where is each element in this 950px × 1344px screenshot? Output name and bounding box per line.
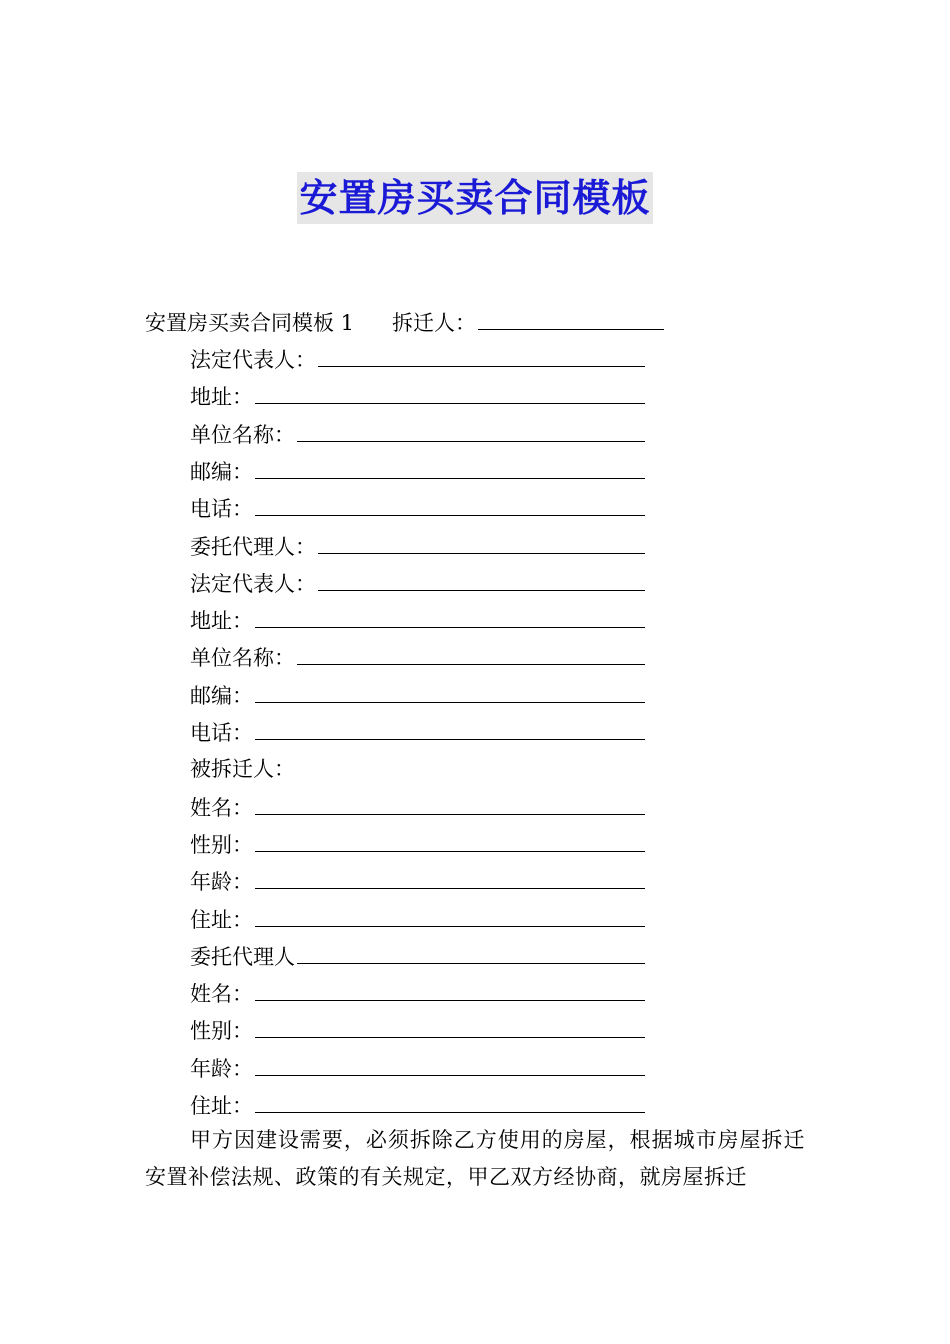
form-field-row — [190, 792, 645, 823]
form-field-row — [190, 1015, 645, 1046]
form-field-row — [190, 754, 295, 784]
form-field-row — [190, 344, 645, 375]
field-blank[interactable] — [255, 904, 645, 927]
field-label: 被拆迁人： — [190, 757, 295, 781]
field-label: 电话： — [190, 497, 253, 521]
form-field-row — [190, 531, 645, 562]
field-label: 邮编： — [190, 684, 253, 708]
field-blank[interactable] — [255, 456, 645, 479]
field-label: 年龄： — [190, 1057, 253, 1081]
form-field-row — [190, 456, 645, 487]
field-label: 性别： — [190, 1019, 253, 1043]
field-blank[interactable] — [255, 978, 645, 1001]
field-blank[interactable] — [255, 792, 645, 815]
form-field-row — [190, 717, 645, 748]
form-field-row — [190, 1053, 645, 1084]
heading-line — [145, 307, 664, 338]
field-label: 委托代理人： — [190, 535, 316, 559]
form-field-row — [190, 381, 645, 412]
form-field-row — [190, 493, 645, 524]
form-field-row — [190, 568, 645, 599]
field-label: 地址： — [190, 385, 253, 409]
field-blank[interactable] — [318, 531, 645, 554]
field-blank[interactable] — [255, 1090, 645, 1113]
contract-heading: 安置房买卖合同模板 1 — [145, 311, 355, 335]
field-blank[interactable] — [255, 1015, 645, 1038]
field-label: 法定代表人： — [190, 572, 316, 596]
field-blank[interactable] — [255, 717, 645, 740]
form-field-row — [190, 866, 645, 897]
relocator-blank[interactable] — [478, 307, 664, 330]
field-blank[interactable] — [318, 568, 645, 591]
field-label: 单位名称： — [190, 646, 295, 670]
field-label: 地址： — [190, 609, 253, 633]
field-label: 单位名称： — [190, 423, 295, 447]
form-field-row — [190, 605, 645, 636]
field-blank[interactable] — [255, 493, 645, 516]
field-blank[interactable] — [255, 381, 645, 404]
field-blank[interactable] — [318, 344, 645, 367]
form-field-row — [190, 642, 645, 673]
document-title: 安置房买卖合同模板 — [297, 172, 652, 224]
body-paragraph: 甲方因建设需要，必须拆除乙方使用的房屋，根据城市房屋拆迁安置补偿法规、政策的有关规定，甲乙双方经协商，就房屋拆迁 — [145, 1128, 805, 1189]
field-blank[interactable] — [297, 419, 645, 442]
field-blank[interactable] — [297, 941, 645, 964]
title-wrap — [0, 172, 950, 224]
form-field-row — [190, 978, 645, 1009]
field-label: 年龄： — [190, 870, 253, 894]
form-field-row — [190, 941, 645, 972]
field-label: 电话： — [190, 721, 253, 745]
field-blank[interactable] — [255, 829, 645, 852]
field-label: 姓名： — [190, 982, 253, 1006]
field-label: 住址： — [190, 1094, 253, 1118]
form-field-row — [190, 829, 645, 860]
field-label: 法定代表人： — [190, 348, 316, 372]
form-field-row — [190, 419, 645, 450]
field-blank[interactable] — [255, 680, 645, 703]
relocator-label: 拆迁人： — [392, 311, 477, 335]
field-label: 邮编： — [190, 460, 253, 484]
form-field-row — [190, 680, 645, 711]
field-blank[interactable] — [255, 1053, 645, 1076]
field-blank[interactable] — [255, 866, 645, 889]
field-label: 委托代理人 — [190, 945, 295, 969]
field-blank[interactable] — [255, 605, 645, 628]
field-label: 住址： — [190, 908, 253, 932]
field-label: 姓名： — [190, 796, 253, 820]
field-blank[interactable] — [297, 642, 645, 665]
field-label: 性别： — [190, 833, 253, 857]
form-field-row — [190, 904, 645, 935]
form-field-row — [190, 1090, 645, 1121]
